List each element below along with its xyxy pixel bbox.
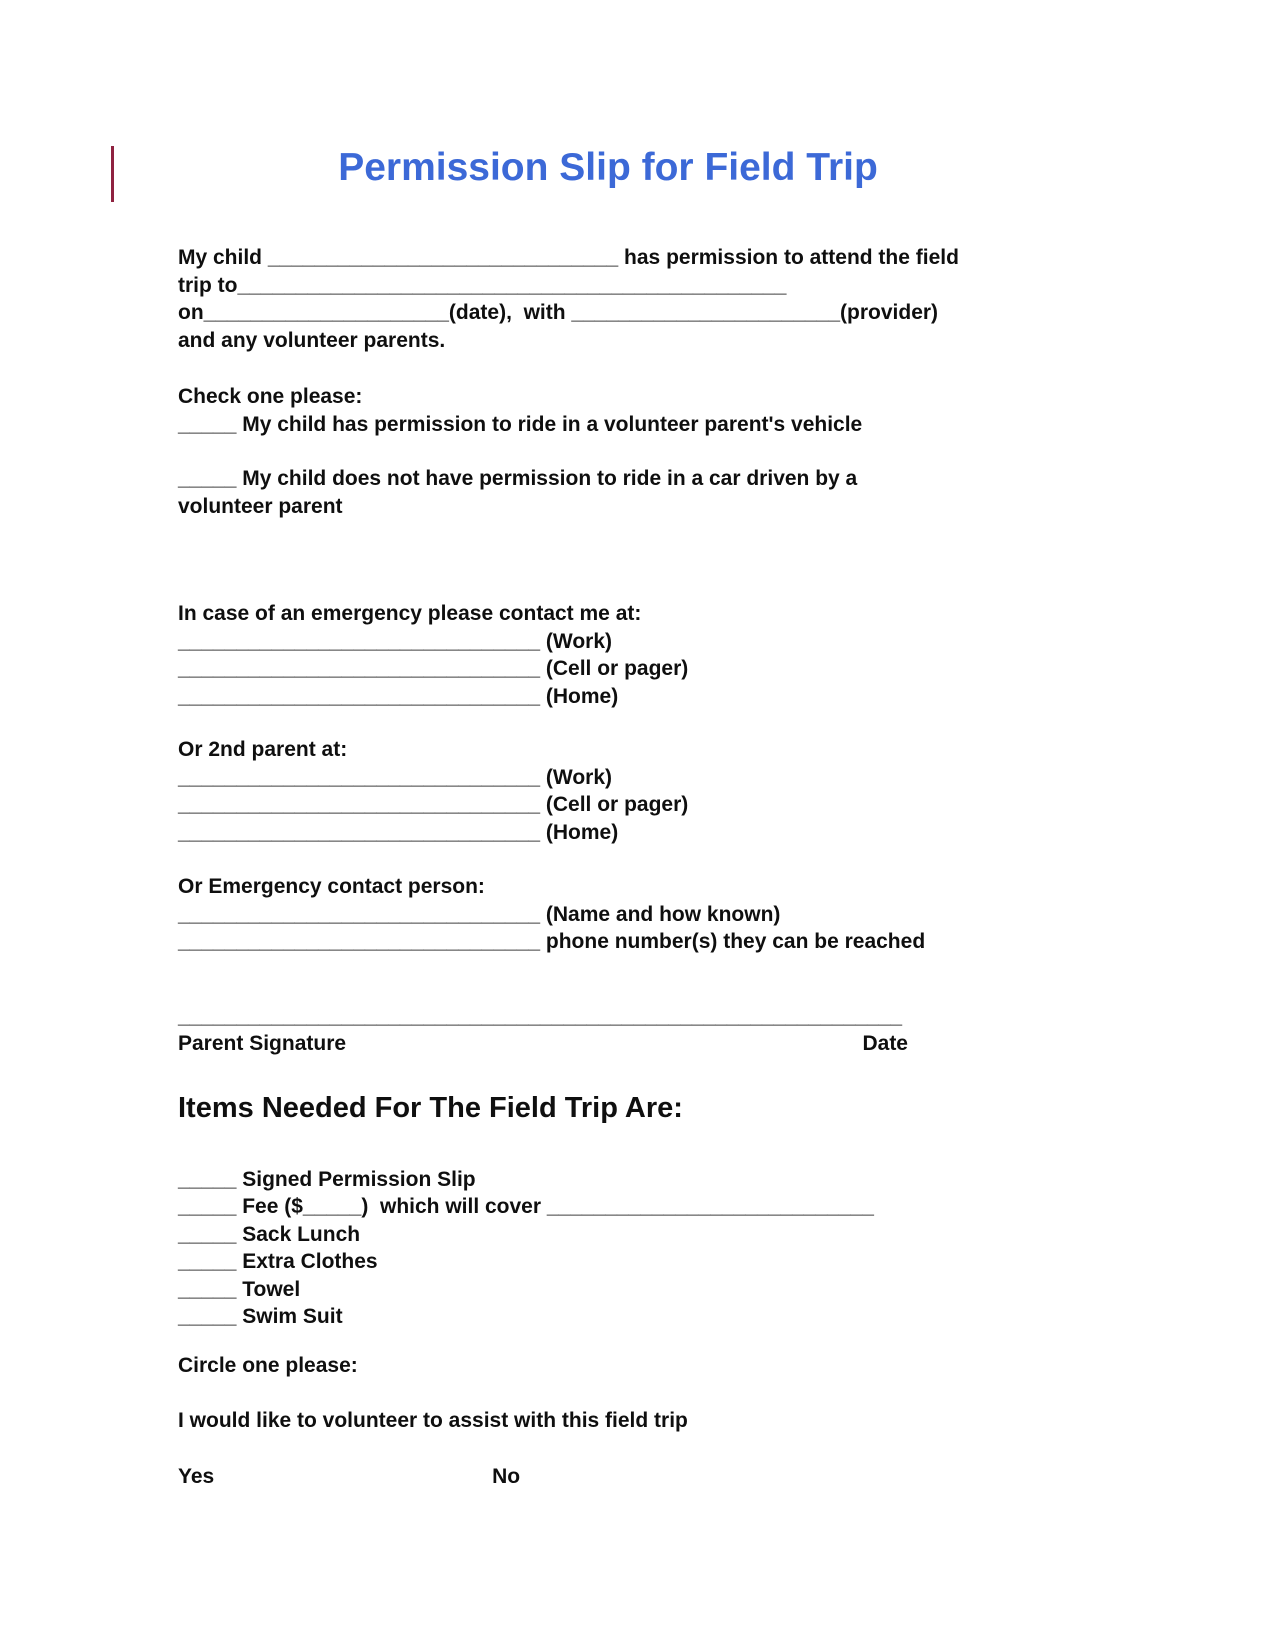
yes-option: Yes (178, 1464, 215, 1488)
item-signed-permission-slip: _____ Signed Permission Slip (178, 1167, 476, 1191)
emergency-primary-work-line: _______________________________ (Work) (178, 629, 612, 653)
no-option: No (492, 1464, 521, 1488)
emergency-contact-phone-line: _______________________________ phone number(s) they can be reached (178, 930, 926, 953)
item-fee: _____ Fee ($_____) which will cover ____________________________ (178, 1195, 874, 1218)
yes-no-row (178, 1463, 1098, 1491)
items-needed-heading: Items Needed For The Field Trip Are: (178, 1091, 683, 1124)
signature-labels-row (178, 1030, 908, 1058)
intro-line-date-provider: on_____________________(date), with _______________________(provider) (178, 301, 939, 324)
item-extra-clothes: _____ Extra Clothes (178, 1250, 378, 1273)
emergency-contact-heading: Or Emergency contact person: (178, 875, 485, 898)
check-option-no-permission (178, 465, 1098, 520)
second-parent-home-line: _______________________________ (Home) (178, 820, 619, 844)
emergency-primary-home-line: _______________________________ (Home) (178, 684, 619, 708)
emergency-primary-cell-line: _______________________________ (Cell or pager) (178, 657, 689, 680)
document-content (178, 244, 1098, 1490)
emergency-contact-primary-section (178, 600, 1098, 710)
intro-line-volunteer-parents: and any volunteer parents. (178, 328, 446, 352)
check-option-permission: _____ My child has permission to ride in a volunteer parent's vehicle (178, 412, 863, 436)
emergency-contact-name-line: _______________________________ (Name and how known) (178, 902, 781, 926)
items-needed-list (178, 1166, 1098, 1331)
second-parent-heading: Or 2nd parent at: (178, 738, 348, 761)
item-sack-lunch: _____ Sack Lunch (178, 1222, 361, 1246)
circle-one-prompt: Circle one please: (178, 1353, 358, 1377)
item-towel: _____ Towel (178, 1277, 301, 1301)
parent-signature-label: Parent Signature (178, 1032, 347, 1055)
emergency-contact-person-section (178, 873, 1098, 956)
date-label: Date (862, 1032, 908, 1055)
revision-bar (111, 146, 114, 202)
signature-rule: ______________________________________________________________ (178, 1004, 903, 1028)
second-parent-work-line: _______________________________ (Work) (178, 765, 612, 789)
second-parent-cell-line: _______________________________ (Cell or pager) (178, 793, 689, 816)
volunteer-statement: I would like to volunteer to assist with this field trip (178, 1409, 688, 1432)
intro-line-trip-to: trip to_______________________________________________ (178, 273, 787, 297)
check-option-no-permission-line2: volunteer parent (178, 494, 343, 518)
check-option-no-permission-line1: _____ My child does not have permission to ride in a car driven by a (178, 467, 858, 490)
second-parent-section (178, 736, 1098, 846)
intro-line-child: My child ______________________________ has permission to attend the field (178, 246, 959, 269)
intro-paragraph (178, 244, 1098, 354)
check-one-heading: Check one please: (178, 385, 363, 408)
item-swim-suit: _____ Swim Suit (178, 1305, 343, 1328)
document-title: Permission Slip for Field Trip (338, 146, 878, 189)
check-one-section (178, 383, 1098, 520)
emergency-primary-heading: In case of an emergency please contact me at: (178, 602, 642, 625)
signature-section (178, 1003, 1098, 1058)
